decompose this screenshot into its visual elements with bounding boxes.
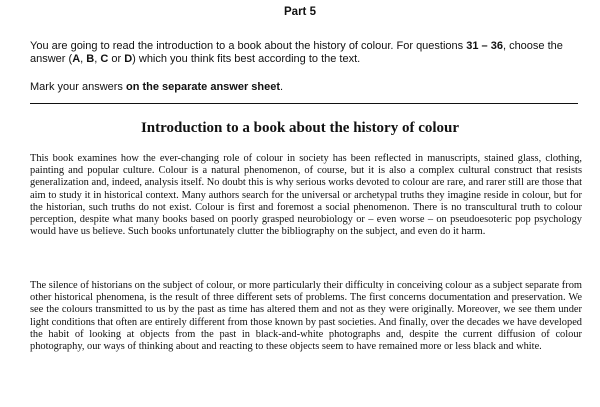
article-paragraph-1: This book examines how the ever-changing role of colour in society has been reflected in manuscripts, stained glass, clothing, painting and popular culture. Colour is a natural phenomenon, of course, but it is also a complex cultural construct that resists generalization and, indeed, analysis itself. No doubt this is why serious works devoted to colour are rare, and rarer still are those that aim to study it in historical context. Many authors search for the universal or archetypal truths they imagine reside in colour, but for the historian, such truths do not exist. Colour is first and foremost a social phenomenon. There is no transcultural truth to colour perception, despite what many books based on poorly grasped neurobiology or – even worse – on pseudoesoteric pop psychology would have us believe. Such books unfortunately clutter the bibliography on the subject, and even do it harm. <box>30 153 582 238</box>
instructions-text <box>30 40 578 66</box>
part-title: Part 5 <box>284 6 316 18</box>
section-divider <box>30 103 578 104</box>
instructions-between: , choose the answer ( <box>30 40 563 65</box>
instructions-before-range: You are going to read the introduction to a book about the history of colour. For questions <box>30 40 467 52</box>
mark-answers-suffix: . <box>280 81 284 93</box>
mark-answers-prefix: Mark your answers <box>30 81 126 93</box>
option-or: or <box>108 53 125 65</box>
article-paragraph-2: The silence of historians on the subject of colour, or more particularly their difficulty in conceiving colour as a subject separate from other historical phenomena, is the result of three different sets of problems. The first concerns documentation and preservation. We see the colours transmitted to us by the past as time has altered them and not as they were originally. Moreover, we see them under light conditions that often are entirely different from those known by past societies. And finally, over the decades we have developed the habit of looking at objects from the past in black-and-white photographs and, despite the current diffusion of colour photography, our ways of thinking about and reacting to these objects seem to have remained more or less black and white. <box>30 280 582 353</box>
option-b: B <box>86 53 95 65</box>
option-d: D <box>124 53 133 65</box>
option-separator-1: , <box>80 53 87 65</box>
answer-sheet-emphasis: on the separate answer sheet <box>125 81 281 93</box>
option-a: A <box>72 53 81 65</box>
mark-answers-text <box>30 81 578 94</box>
option-separator-2: , <box>94 53 101 65</box>
question-range-start: 31 <box>466 40 479 52</box>
question-range-separator: – <box>478 40 491 52</box>
option-c: C <box>100 53 109 65</box>
question-range-end: 36 <box>490 40 503 52</box>
instructions-after: ) which you think fits best according to the text. <box>132 53 361 65</box>
article-title: Introduction to a book about the history of colour <box>140 120 460 136</box>
